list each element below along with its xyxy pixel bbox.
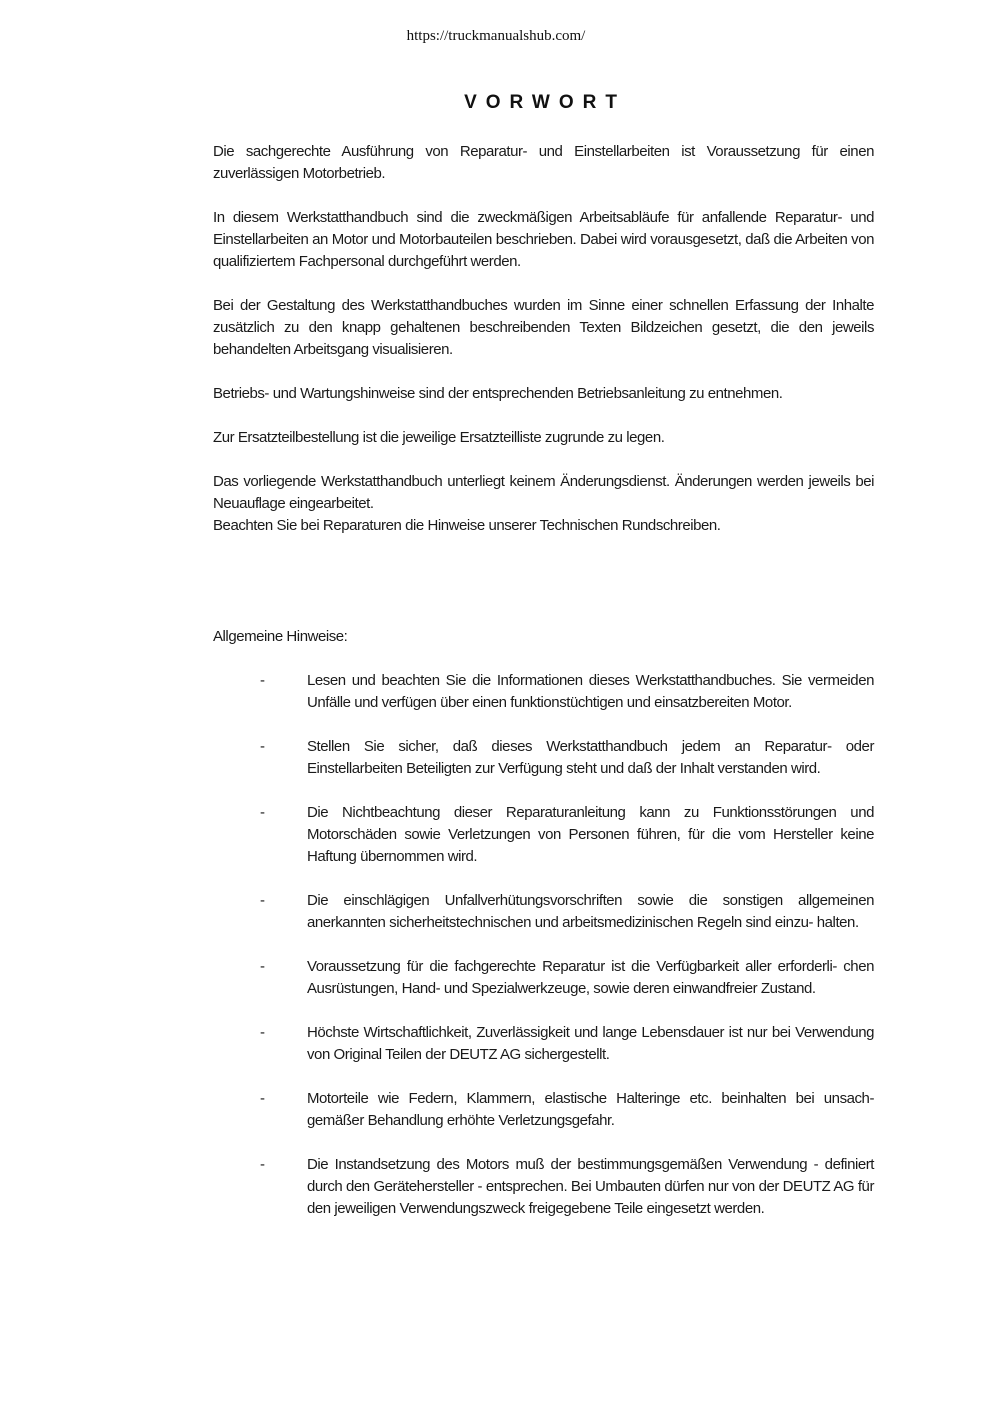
list-item [213, 956, 874, 1000]
dash-bullet: - [260, 1156, 265, 1173]
list-item [213, 890, 874, 934]
list-item [213, 1022, 874, 1066]
paragraph-spare-parts: Zur Ersatzteilbestellung ist die jeweilige Ersatzteilliste zugrunde zu legen. [213, 429, 665, 446]
paragraph-intro: Die sachgerechte Ausführung von Reparatur- und Einstellarbeiten ist Voraussetzung für einen zuverlässigen Motorbetrieb. [213, 143, 874, 182]
paragraph-workshop-manual: In diesem Werkstatthandbuch sind die zweckmäßigen Arbeitsabläufe für anfallende Reparatur- und Einstellarbeiten an Motor und Motorbauteilen beschrieben. Dabei wird vorausgesetzt, daß die Arbeiten von qualifiziertem Fachpersonal durchgeführt werden. [213, 209, 874, 270]
general-notes-list [213, 670, 874, 1242]
dash-bullet: - [260, 892, 265, 909]
dash-bullet: - [260, 1090, 265, 1107]
list-item-text: Höchste Wirtschaftlichkeit, Zuverlässigkeit und lange Lebensdauer ist nur bei Verwendung von Original Teilen der DEUTZ AG sichergestellt. [307, 1024, 874, 1063]
paragraph-change-service: Das vorliegende Werkstatthandbuch unterliegt keinem Änderungsdienst. Änderungen werden jeweils bei Neuauflage eingearbeitet. [213, 473, 874, 512]
list-item-text: Die Instandsetzung des Motors muß der bestimmungsgemäßen Verwendung - definiert durch den Gerätehersteller - entsprechen. Bei Umbauten dürfen nur von der DEUTZ AG für den jeweiligen Verwendungszweck freigegebene Teile eingesetzt werden. [307, 1156, 874, 1217]
paragraph-technical-circulars: Beachten Sie bei Reparaturen die Hinweise unserer Technischen Rundschreiben. [213, 517, 721, 534]
dash-bullet: - [260, 1024, 265, 1041]
dash-bullet: - [260, 738, 265, 755]
list-item [213, 1154, 874, 1220]
list-item-text: Die Nichtbeachtung dieser Reparaturanleitung kann zu Funktionsstörungen und Motorschäden sowie Verletzungen von Personen führen, für die vom Hersteller keine Haftung übernommen wird. [307, 804, 874, 865]
paragraph-pictograms: Bei der Gestaltung des Werkstatthandbuches wurden im Sinne einer schnellen Erfassung der Inhalte zusätzlich zu den knapp gehaltenen beschreibenden Texten Bildzeichen gesetzt, die den jeweils behandelten Arbeitsgang visualisieren. [213, 297, 874, 358]
list-item [213, 802, 874, 868]
foreword-body [213, 141, 874, 537]
list-item-text: Die einschlägigen Unfallverhütungsvorschriften sowie die sonstigen allgemeinen anerkannten sicherheitstechnischen und arbeitsmedizinischen Regeln sind einzu- halten. [307, 892, 874, 931]
list-item-text: Lesen und beachten Sie die Informationen dieses Werkstatthandbuches. Sie vermeiden Unfälle und verfügen über einen funktionstüchtigen und einsatzbereiten Motor. [307, 672, 874, 711]
list-item [213, 670, 874, 714]
list-item [213, 1088, 874, 1132]
list-item [213, 736, 874, 780]
dash-bullet: - [260, 804, 265, 821]
paragraph-operating-instructions: Betriebs- und Wartungshinweise sind der entsprechenden Betriebsanleitung zu entnehmen. [213, 385, 783, 402]
list-item-text: Stellen Sie sicher, daß dieses Werkstatthandbuch jedem an Reparatur- oder Einstellarbeiten Beteiligten zur Verfügung steht und daß der Inhalt verstanden wird. [307, 738, 874, 777]
list-item-text: Motorteile wie Federn, Klammern, elastische Halteringe etc. beinhalten bei unsach- gemäßer Behandlung erhöhte Verletzungsgefahr. [307, 1090, 874, 1129]
dash-bullet: - [260, 958, 265, 975]
dash-bullet: - [260, 672, 265, 689]
general-notes-heading: Allgemeine Hinweise: [213, 628, 348, 645]
source-url: https://truckmanualshub.com/ [406, 28, 586, 44]
page-title: VORWORT [464, 92, 626, 113]
list-item-text: Voraussetzung für die fachgerechte Reparatur ist die Verfügbarkeit aller erforderli- chen Ausrüstungen, Hand- und Spezialwerkzeuge, sowie deren einwandfreier Zustand. [307, 958, 874, 997]
